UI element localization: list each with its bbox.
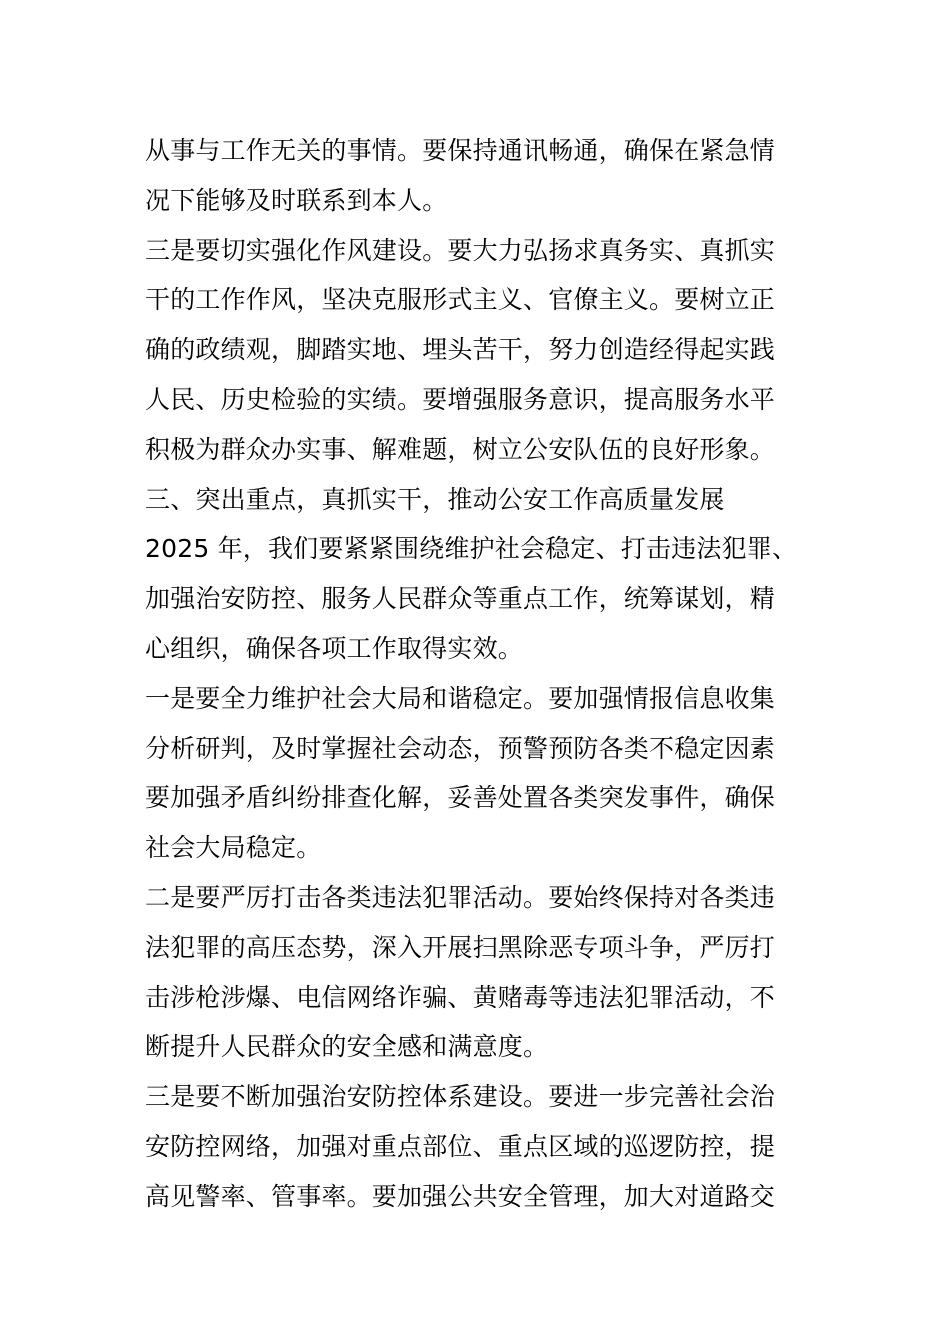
text-line: 从事与工作无关的事情。要保持通讯畅通，确保在紧急情 — [145, 136, 776, 165]
text-line: 法犯罪的高压态势，深入开展扫黑除恶专项斗争，严厉打 — [145, 932, 776, 962]
section-heading: 三、突出重点，真抓实干，推动公安工作高质量发展 — [145, 484, 725, 514]
text-line: 安防控网络，加强对重点部位、重点区域的巡逻防控，提 — [145, 1131, 776, 1161]
text-line: 社会大局稳定。 — [145, 833, 322, 863]
text-line: 2025 年，我们要紧紧围绕维护社会稳定、打击违法犯罪、 — [145, 534, 798, 564]
text-line: 二是要严厉打击各类违法犯罪活动。要始终保持对各类违 — [145, 882, 776, 912]
text-line: 分析研判，及时掌握社会动态，预警预防各类不稳定因素 — [145, 733, 776, 763]
text-line: 加强治安防控、服务人民群众等重点工作，统筹谋划，精 — [145, 584, 776, 614]
text-line: 要加强矛盾纠纷排查化解，妥善处置各类突发事件，确保 — [145, 783, 776, 813]
text-line: 三是要不断加强治安防控体系建设。要进一步完善社会治 — [145, 1082, 776, 1112]
text-line: 心组织，确保各项工作取得实效。 — [145, 633, 524, 663]
text-line: 高见警率、管事率。要加强公共安全管理，加大对道路交 — [145, 1181, 776, 1211]
text-line: 况下能够及时联系到本人。 — [145, 185, 448, 215]
text-line: 击涉枪涉爆、电信网络诈骗、黄赌毒等违法犯罪活动，不 — [145, 982, 776, 1012]
text-line: 积极为群众办实事、解难题，树立公安队伍的良好形象。 — [145, 434, 776, 464]
text-line: 干的工作作风，坚决克服形式主义、官僚主义。要树立正 — [145, 285, 776, 315]
text-line: 三是要切实强化作风建设。要大力弘扬求真务实、真抓实 — [145, 235, 776, 265]
text-line: 断提升人民群众的安全感和满意度。 — [145, 1032, 549, 1062]
text-line: 确的政绩观，脚踏实地、埋头苦干，努力创造经得起实践 — [145, 335, 776, 365]
document-body — [145, 126, 820, 1222]
text-line: 一是要全力维护社会大局和谐稳定。要加强情报信息收集 — [145, 683, 776, 713]
text-line: 人民、历史检验的实绩。要增强服务意识，提高服务水平 — [145, 384, 776, 414]
